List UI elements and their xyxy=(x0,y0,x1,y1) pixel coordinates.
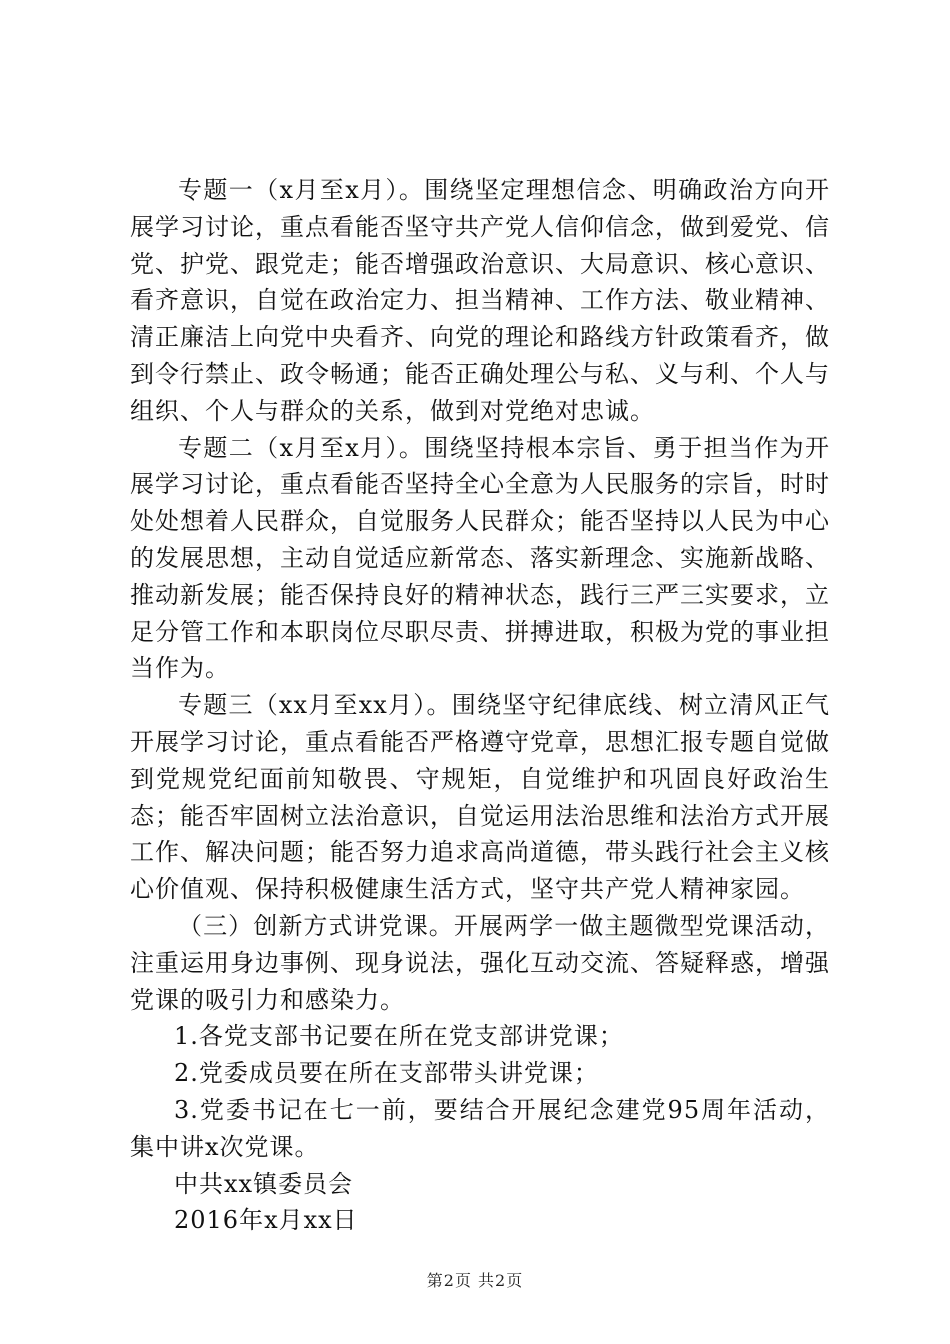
signature-organization: 中共xx镇委员会 xyxy=(174,1169,354,1198)
paragraph-topic-one: 专题一（x月至x月）。围绕坚定理想信念、明确政治方向开展学习讨论，重点看能否坚守共产党人信仰信念，做到爱党、信党、护党、跟党走；能否增强政治意识、大局意识、核心意识、看齐意识，自觉在政治定力、担当精神、工作方法、敬业精神、清正廉洁上向党中央看齐、向党的理论和路线方针政策看齐，做到令行禁止、政令畅通；能否正确处理公与私、义与利、个人与组织、个人与群众的关系，做到对党绝对忠诚。 xyxy=(130,176,830,425)
page-footer: 第2页 共2页 xyxy=(426,1271,524,1290)
paragraph-section-three: （三）创新方式讲党课。开展两学一做主题微型党课活动，注重运用身边事例、现身说法，强化互动交流、答疑释惑，增强党课的吸引力和感染力。 xyxy=(130,911,830,1014)
list-item-2: 2.党委成员要在所在支部带头讲党课； xyxy=(174,1059,599,1088)
list-item-3: 3.党委书记在七一前，要结合开展纪念建党95周年活动，集中讲x次党课。 xyxy=(130,1095,830,1161)
signature-date: 2016年x月xx日 xyxy=(174,1206,358,1235)
paragraph-topic-two: 专题二（x月至x月）。围绕坚持根本宗旨、勇于担当作为开展学习讨论，重点看能否坚持全心全意为人民服务的宗旨，时时处处想着人民群众，自觉服务人民群众；能否坚持以人民为中心的发展思想，主动自觉适应新常态、落实新理念、实施新战略、推动新发展；能否保持良好的精神状态，践行三严三实要求，立足分管工作和本职岗位尽职尽责、拼搏进取，积极为党的事业担当作为。 xyxy=(130,433,830,683)
list-item-1: 1.各党支部书记要在所在党支部讲党课； xyxy=(174,1022,624,1051)
paragraph-topic-three: 专题三（xx月至xx月）。围绕坚守纪律底线、树立清风正气开展学习讨论，重点看能否严格遵守党章，思想汇报专题自觉做到党规党纪面前知敬畏、守规矩，自觉维护和巩固良好政治生态；能否牢固树立法治意识，自觉运用法治思维和法治方式开展工作、解决问题；能否努力追求高尚道德，带头践行社会主义核心价值观、保持积极健康生活方式，坚守共产党人精神家园。 xyxy=(130,691,830,904)
document-body xyxy=(130,172,830,1239)
